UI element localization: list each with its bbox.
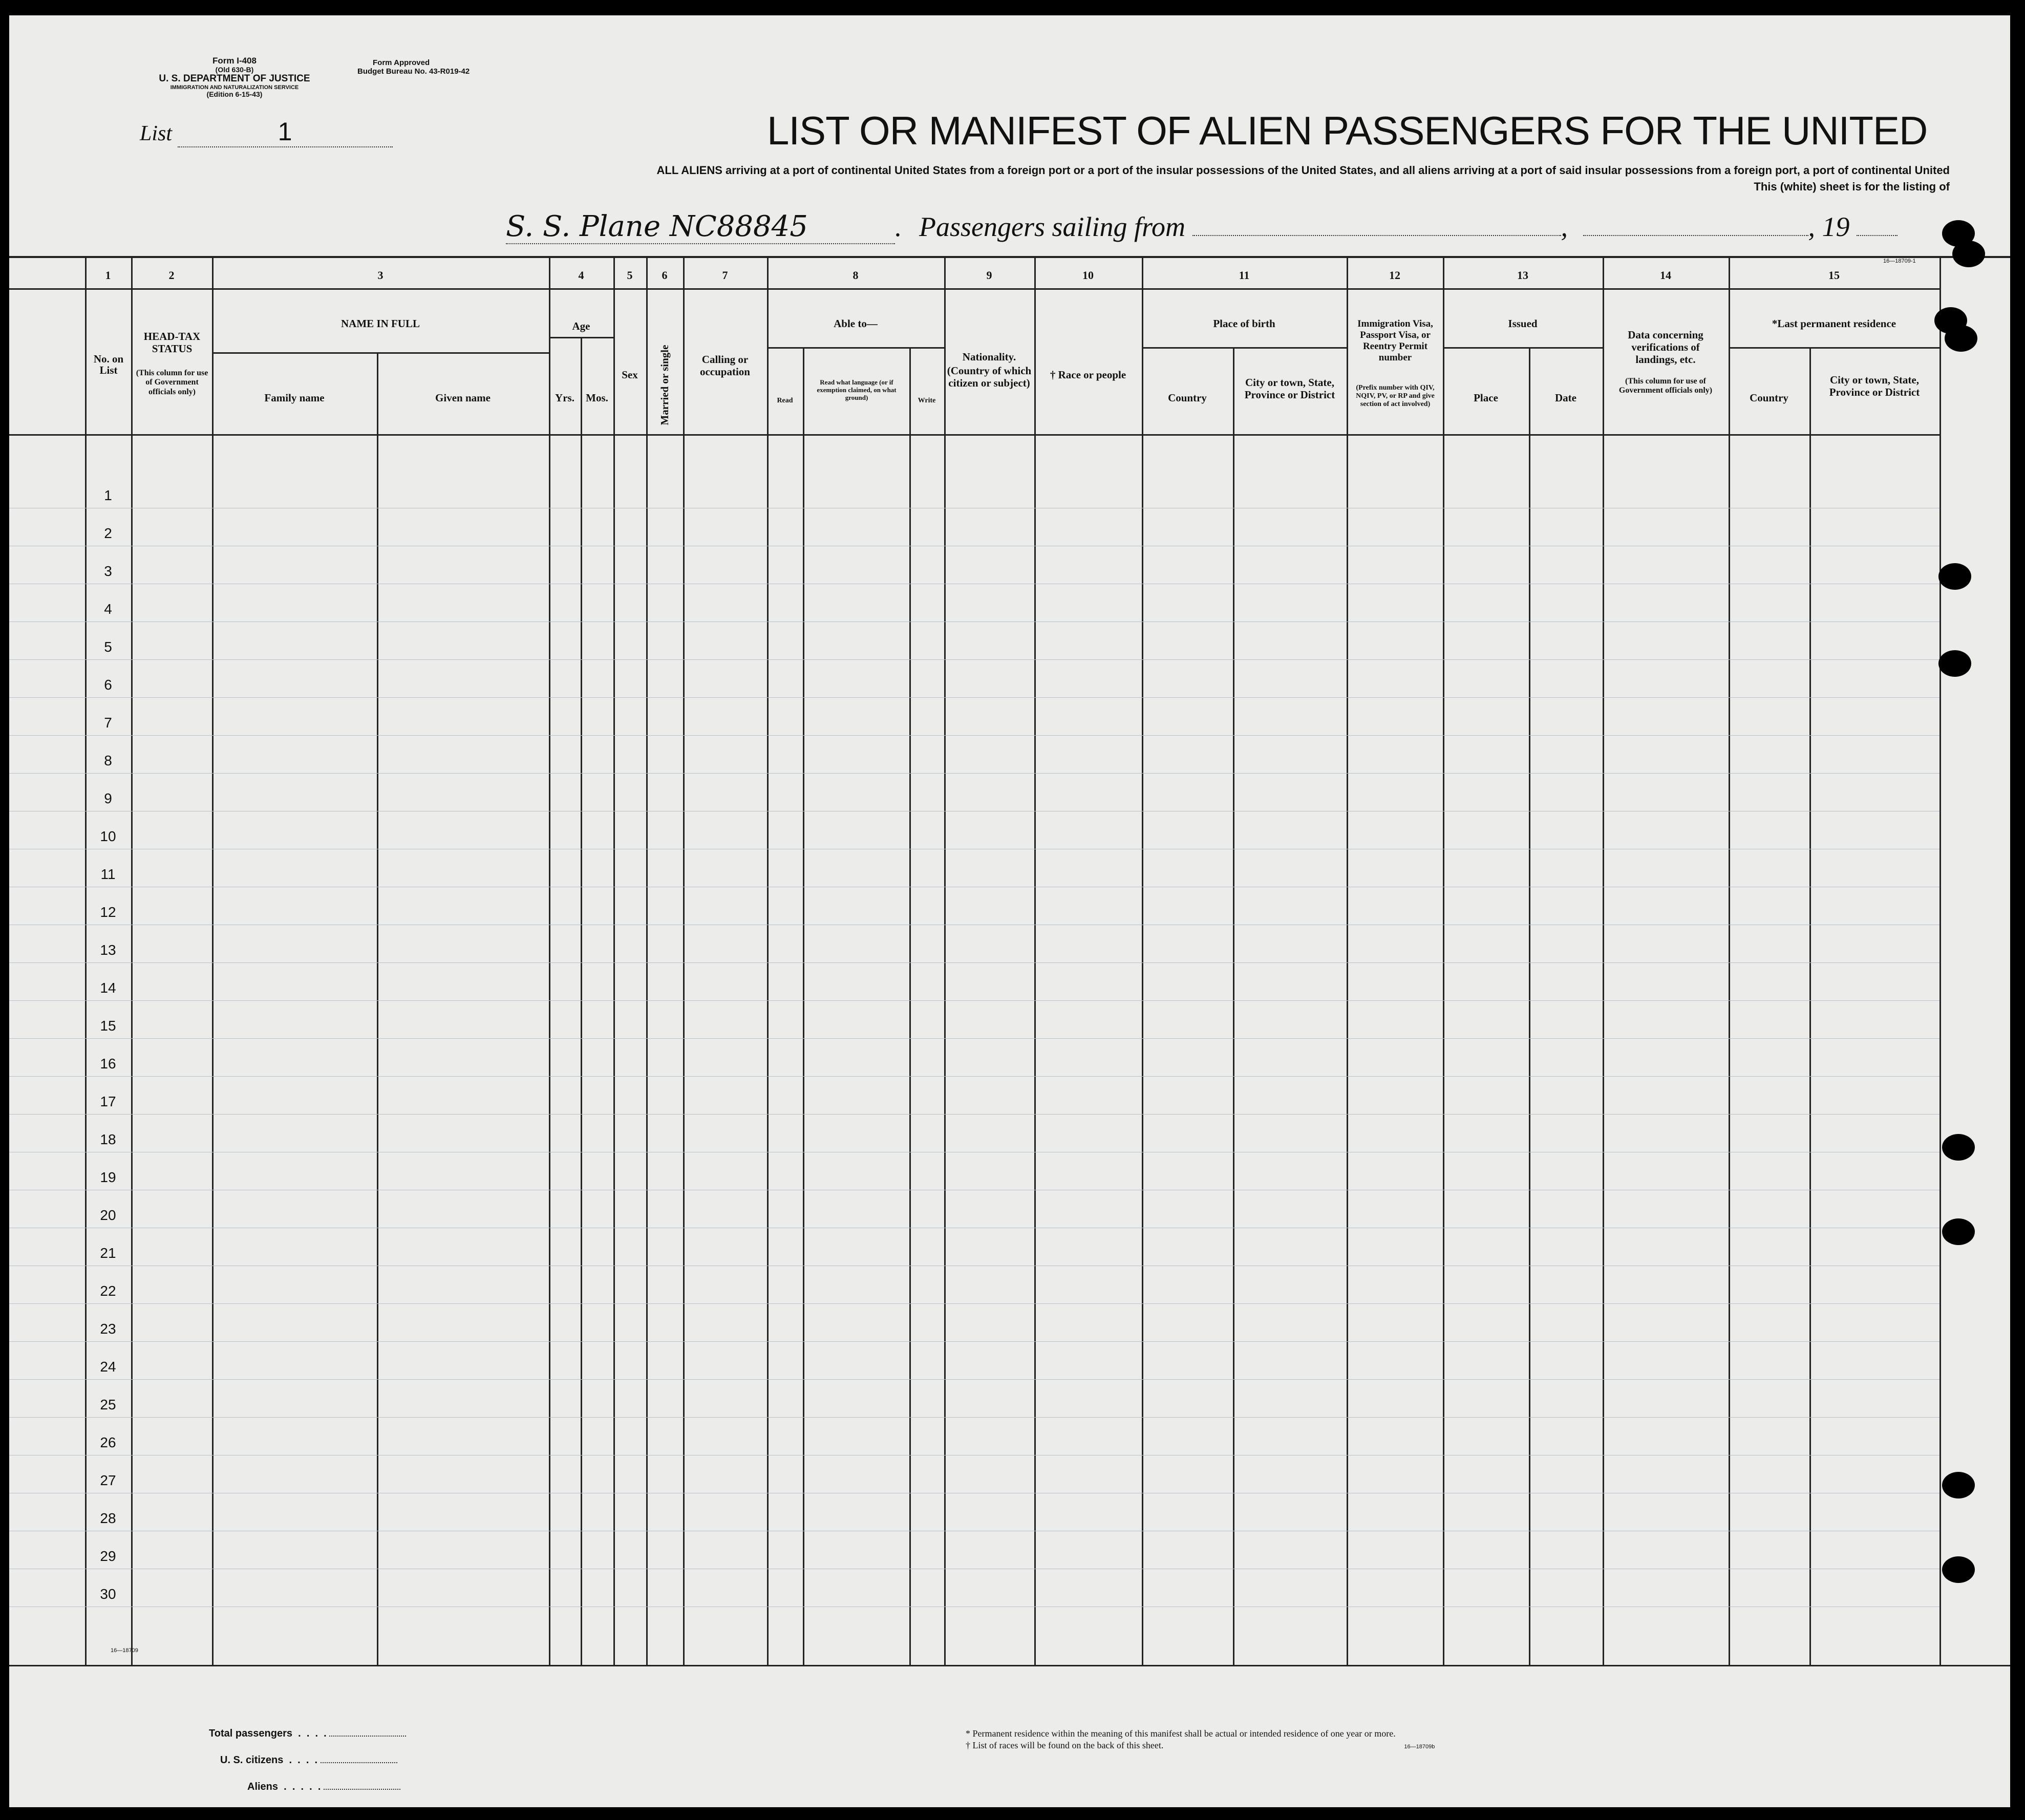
form-code-top: 16—18709-1 [1883,258,1916,264]
col-num-14: 14 [1660,269,1671,282]
col-num-9: 9 [986,269,992,282]
row-number: 12 [100,904,116,920]
col-num-1: 1 [105,269,111,282]
row-number: 25 [100,1397,116,1412]
header-age-mos: Mos. [586,392,608,404]
col-num-10: 10 [1082,269,1094,282]
row-rule [9,697,1939,698]
row-number: 22 [100,1283,116,1299]
row-number: 2 [104,525,112,541]
department-name: U. S. DEPARTMENT OF JUSTICE [159,73,310,84]
row-number: 23 [100,1321,116,1337]
header-place-of-birth: Place of birth [1213,317,1275,330]
form-number: Form I-408 [212,56,257,66]
header-able-to: Able to— [834,317,878,330]
row-number: 11 [100,866,116,882]
punch-hole [1942,1218,1975,1245]
row-number: 19 [100,1169,116,1185]
header-calling-or-occupation: Calling or occupation [699,353,750,378]
total-passengers-label: Total passengers [209,1728,293,1739]
header-given-name: Given name [435,392,491,404]
row-number: 28 [100,1510,116,1526]
header-last-residence: *Last permanent residence [1772,317,1896,330]
row-rule [9,1000,1939,1001]
row-number: 8 [104,753,112,768]
punch-hole [1942,1472,1975,1498]
row-rule [9,735,1939,736]
punch-hole [1942,1556,1975,1583]
row-number: 21 [100,1245,116,1261]
col-num-3: 3 [377,269,383,282]
footnotes [966,1728,1435,1752]
header-nationality-note: (Country of which citizen or subject) [947,365,1032,390]
col-num-7: 7 [722,269,728,282]
row-number: 27 [100,1472,116,1488]
punch-hole [1942,1134,1975,1161]
header-race-or-people: † Race or people [1050,369,1126,381]
header-age: Age [572,320,590,332]
punch-hole [1945,325,1977,352]
row-rule [9,773,1939,774]
row-number: 14 [100,980,116,996]
approval-line-2: Budget Bureau No. 43-R019-42 [357,67,470,76]
header-no-on-list: No. on List [93,353,124,377]
manifest-table [9,15,2010,1807]
col-num-13: 13 [1517,269,1528,282]
row-number: 6 [104,677,112,693]
row-rule [9,1076,1939,1077]
row-rule [9,1379,1939,1380]
aliens-row: Aliens . . . . . [209,1773,406,1800]
total-passengers-row: Total passengers . . . . [209,1720,406,1747]
footnote-permanent-residence: * Permanent residence within the meaning of this manifest shall be actual or intended residence of one year or more. [966,1728,1396,1739]
service-name: IMMIGRATION AND NATURALIZATION SERVICE [170,84,299,91]
row-number: 26 [100,1434,116,1450]
us-citizens-field[interactable] [321,1762,397,1763]
punch-hole [1952,241,1985,267]
aliens-field[interactable] [324,1789,400,1790]
header-read-what-language: Read what language (or if exemption claimed, on what ground) [817,378,897,401]
row-number: 4 [104,601,112,617]
year-prefix: 19 [1822,211,1850,242]
row-number: 30 [100,1586,116,1602]
header-verifications-note: (This column for use of Government officials only) [1618,377,1713,395]
row-number: 5 [104,639,112,655]
row-number: 17 [100,1094,116,1109]
header-verifications: Data concerning verifications of landings, etc. [1628,329,1703,366]
header-issued-place: Place [1474,392,1498,404]
row-rule [9,1303,1939,1304]
page-title: LIST OR MANIFEST OF ALIEN PASSENGERS FOR THE UNITED [767,108,1928,153]
aliens-label: Aliens [247,1781,279,1792]
col-num-5: 5 [627,269,633,282]
row-number: 15 [100,1018,116,1034]
header-nationality: Nationality. [962,351,1016,363]
header-age-yrs: Yrs. [555,392,574,404]
subtitle: ALL ALIENS arriving at a port of continental United States from a foreign port or a port of the insular possessions of the United States, and all aliens arriving at a port of said insular possessions from a foreign port, a port of continental United [656,164,1950,177]
vessel-line: S. S. Plane NC88845 . Passengers sailing from , , 19 [506,210,1898,244]
row-number: 18 [100,1131,116,1147]
footnote-race-list [966,1740,1435,1751]
list-number: 1 [178,117,393,147]
row-rule [9,962,1939,963]
col-num-12: 12 [1389,269,1400,282]
subtitle-2: This (white) sheet is for the listing of [1754,180,1950,193]
list-label: List [140,122,173,145]
row-number: 24 [100,1359,116,1375]
header-married-or-single: Married or single [658,345,671,425]
row-number: 10 [100,828,116,844]
header-residence-country: Country [1750,392,1788,404]
header-issued-date: Date [1555,392,1576,404]
row-number: 13 [100,942,116,958]
row-rule [9,1038,1939,1039]
row-rule [9,1114,1939,1115]
punch-hole [1938,563,1971,590]
punch-hole [1938,650,1971,677]
us-citizens-row: U. S. citizens . . . . [209,1747,406,1773]
totals-block [209,1720,406,1800]
vessel-name: S. S. Plane NC88845 [506,210,895,244]
us-citizens-label: U. S. citizens [220,1754,284,1766]
header-birth-country: Country [1168,392,1207,404]
header-residence-city: City or town, State, Province or District [1829,374,1920,399]
footnote-code: 16—18709b [1404,1744,1435,1750]
header-visa-note: (Prefix number with QIV, NQIV, PV, or RP and give section of act involved) [1356,384,1435,409]
total-passengers-field[interactable] [329,1736,406,1737]
sailing-from-label: Passengers sailing from [919,211,1186,242]
row-number: 29 [100,1548,116,1564]
row-rule [9,1341,1939,1342]
footnote-race-text: † List of races will be found on the back of this sheet. [966,1740,1164,1751]
col-num-15: 15 [1828,269,1840,282]
header-head-tax: HEAD-TAX STATUS [143,330,201,355]
row-number: 3 [104,563,112,579]
row-number: 9 [104,790,112,806]
row-number: 7 [104,715,112,731]
header-name-in-full: NAME IN FULL [340,317,420,330]
col-num-2: 2 [168,269,175,282]
approval-line-1: Form Approved [373,58,430,67]
header-issued: Issued [1508,317,1538,330]
row-number: 20 [100,1207,116,1223]
form-old-number: (Old 630-B) [215,65,254,74]
header-birth-city: City or town, State, Province or District [1244,376,1335,401]
row-rule [9,1417,1939,1418]
header-visa-number: Immigration Visa, Passport Visa, or Reentry Permit number [1357,318,1433,363]
col-num-8: 8 [852,269,859,282]
col-num-6: 6 [662,269,668,282]
manifest-sheet [9,15,2010,1807]
col-num-4: 4 [578,269,584,282]
row-rule [9,659,1939,660]
header-read: Read [777,397,793,404]
header-write: Write [918,397,936,404]
header-head-tax-note: (This column for use of Government officials only) [136,369,208,396]
header-sex: Sex [622,369,638,381]
row-number: 16 [100,1056,116,1072]
form-edition: (Edition 6-15-43) [206,90,263,99]
col-num-11: 11 [1239,269,1250,282]
form-code-bottom: 16—18709 [111,1647,138,1654]
header-family-name: Family name [264,392,325,404]
row-number: 1 [104,487,112,503]
